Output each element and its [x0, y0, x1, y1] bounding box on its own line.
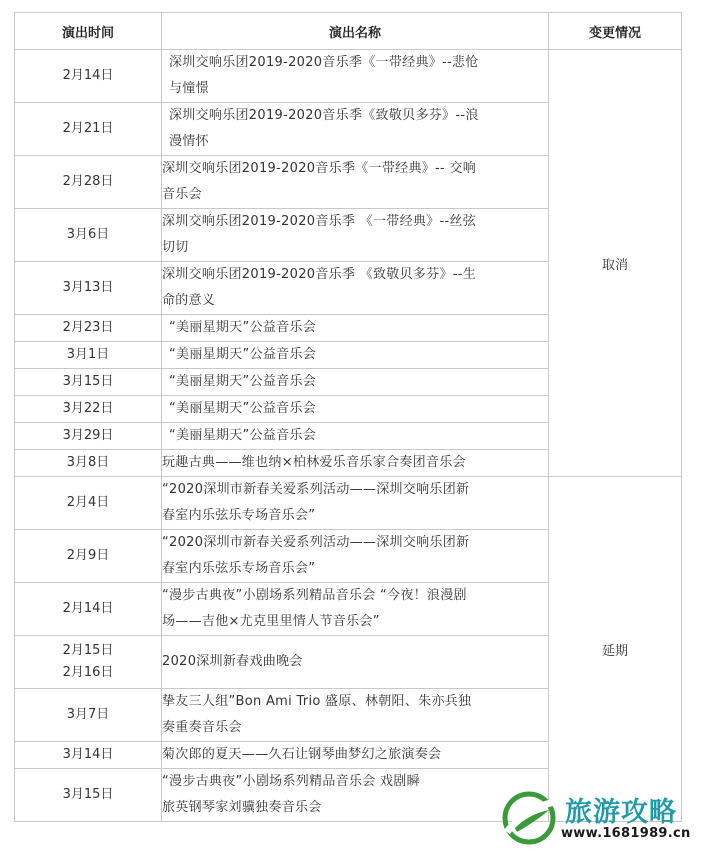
- name-line: “美丽星期天”公益音乐会: [169, 428, 317, 443]
- name-line: 深圳交响乐团2019-2020音乐季《一带经典》-- 交响: [162, 161, 477, 176]
- date-line: 3月1日: [66, 347, 110, 362]
- name-line: 深圳交响乐团2019-2020音乐季《致敬贝多芬》--浪: [169, 108, 479, 123]
- date-line: 2月14日: [62, 68, 114, 83]
- name-line: 2020深圳新春戏曲晚会: [162, 654, 303, 669]
- watermark-title: 旅游攻略: [565, 797, 677, 828]
- date-line: 3月22日: [62, 401, 114, 416]
- date-line: 3月29日: [62, 428, 114, 443]
- date-line: 2月28日: [62, 174, 114, 189]
- status-cell: 取消: [549, 50, 682, 477]
- performance-name: [162, 103, 549, 156]
- name-line: 深圳交响乐团2019-2020音乐季 《一带经典》--丝弦: [162, 214, 477, 229]
- performance-date: [15, 530, 162, 583]
- date-line: 2月16日: [62, 665, 114, 680]
- name-line: 切切: [162, 240, 189, 255]
- performance-name: [162, 396, 549, 423]
- name-line: 深圳交响乐团2019-2020音乐季《一带经典》--悲怆: [169, 55, 479, 70]
- date-line: 2月23日: [62, 320, 114, 335]
- performance-date: [15, 450, 162, 477]
- performance-name: [162, 689, 549, 742]
- performance-name: [162, 342, 549, 369]
- name-line: “美丽星期天”公益音乐会: [169, 347, 317, 362]
- name-line: 菊次郎的夏天——久石让钢琴曲梦幻之旅演奏会: [162, 747, 442, 762]
- performance-date: [15, 103, 162, 156]
- date-line: 3月7日: [66, 707, 110, 722]
- name-line: “美丽星期天”公益音乐会: [169, 320, 317, 335]
- name-line: 深圳交响乐团2019-2020音乐季 《致敬贝多芬》--生: [162, 267, 477, 282]
- date-line: 3月8日: [66, 455, 110, 470]
- performance-date: [15, 342, 162, 369]
- name-line: 命的意义: [162, 293, 216, 308]
- date-line: 3月15日: [62, 374, 114, 389]
- date-line: 2月15日: [62, 643, 114, 658]
- performance-date: [15, 209, 162, 262]
- performance-date: [15, 396, 162, 423]
- date-line: 3月6日: [66, 227, 110, 242]
- performance-date: [15, 742, 162, 769]
- name-line: 旅英钢琴家刘骥独奏音乐会: [162, 800, 322, 815]
- name-line: “2020深圳市新春关爱系列活动——深圳交响乐团新: [162, 535, 470, 550]
- date-line: 2月9日: [66, 548, 110, 563]
- name-line: 春室内乐弦乐专场音乐会”: [162, 508, 316, 523]
- performance-name: [162, 262, 549, 315]
- name-line: 漫情怀: [169, 134, 209, 149]
- header-status: 变更情况: [549, 13, 682, 50]
- performance-name: [162, 50, 549, 103]
- performance-name: [162, 530, 549, 583]
- table-row: [15, 477, 682, 530]
- performance-name: [162, 477, 549, 530]
- performance-date: [15, 315, 162, 342]
- performance-date: [15, 423, 162, 450]
- table-row: [15, 50, 682, 103]
- performance-name: [162, 636, 549, 689]
- date-line: 3月14日: [62, 747, 114, 762]
- performance-name: [162, 583, 549, 636]
- performance-name: [162, 209, 549, 262]
- name-line: “美丽星期天”公益音乐会: [169, 401, 317, 416]
- name-line: 音乐会: [162, 187, 202, 202]
- name-line: 奏重奏音乐会: [162, 720, 242, 735]
- watermark-url: www.1681989.cn: [561, 826, 691, 841]
- schedule-body: [15, 50, 682, 822]
- performance-name: [162, 315, 549, 342]
- date-line: 2月14日: [62, 601, 114, 616]
- date-line: 2月4日: [66, 495, 110, 510]
- name-line: “漫步古典夜”小剧场系列精品音乐会 “今夜！浪漫剧: [162, 588, 467, 603]
- name-line: 场——吉他×尤克里里情人节音乐会”: [162, 614, 380, 629]
- performance-name: [162, 769, 549, 822]
- header-row: [15, 13, 682, 50]
- date-line: 2月21日: [62, 121, 114, 136]
- performance-date: [15, 636, 162, 689]
- performance-date: [15, 769, 162, 822]
- performance-name: [162, 450, 549, 477]
- performance-name: [162, 156, 549, 209]
- performance-name: [162, 423, 549, 450]
- header-date: 演出时间: [15, 13, 162, 50]
- performance-name: [162, 742, 549, 769]
- performance-date: [15, 477, 162, 530]
- travel-logo-icon: [499, 788, 561, 848]
- header-name: 演出名称: [162, 13, 549, 50]
- name-line: “美丽星期天”公益音乐会: [169, 374, 317, 389]
- status-cell: 延期: [549, 477, 682, 822]
- performance-date: [15, 262, 162, 315]
- name-line: “漫步古典夜”小剧场系列精品音乐会 戏剧瞬: [162, 774, 420, 789]
- performance-date: [15, 583, 162, 636]
- site-watermark: [499, 788, 699, 848]
- performance-name: [162, 369, 549, 396]
- date-line: 3月15日: [62, 787, 114, 802]
- performance-date: [15, 156, 162, 209]
- performance-date: [15, 689, 162, 742]
- name-line: 春室内乐弦乐专场音乐会”: [162, 561, 316, 576]
- name-line: “2020深圳市新春关爱系列活动——深圳交响乐团新: [162, 482, 470, 497]
- performance-date: [15, 50, 162, 103]
- performance-date: [15, 369, 162, 396]
- name-line: 挚友三人组”Bon Ami Trio 盛原、林朝阳、朱亦兵独: [162, 694, 472, 709]
- performance-schedule-table: [14, 12, 682, 822]
- date-line: 3月13日: [62, 280, 114, 295]
- name-line: 与憧憬: [169, 81, 209, 96]
- name-line: 玩趣古典——维也纳×柏林爱乐音乐家合奏团音乐会: [162, 455, 466, 470]
